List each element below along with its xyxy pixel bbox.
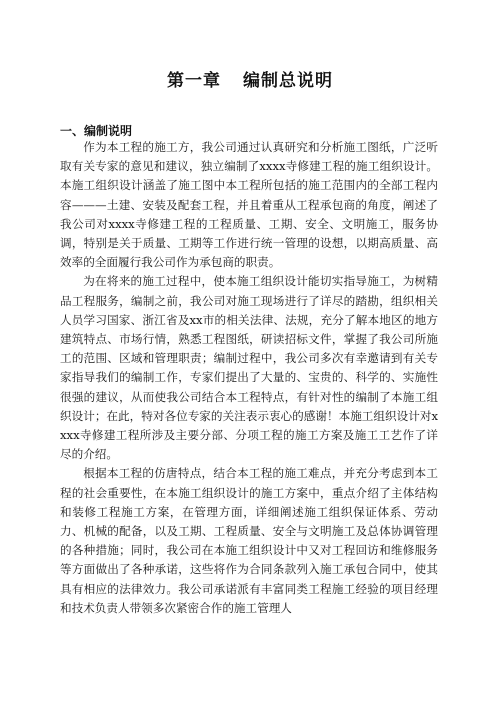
chapter-number: 第一章 <box>167 71 221 91</box>
section-heading: 一、编制说明 <box>60 124 133 138</box>
paragraph-1: 作为本工程的施工方，我公司通过认真研究和分析施工图纸，广泛听取有关专家的意见和建议，独立编制了xxxx寺修建工程的施工组织设计。本施工组织设计涵盖了施工图中本工程所包括的施工范围内的全部工程内容———土建、安装及配套工程，并且着重从工程承包商的角度，阐述了我公司对xxxx寺修建工程的工程质量、工期、安全、文明施工，服务协调，特别是关于质量、工期等工作进行统一管理的设想，以期高质量、高效率的全面履行我公司作为承包商的职责。 <box>60 140 438 270</box>
chapter-title-text: 编制总说明 <box>243 71 333 91</box>
paragraph-2: 为在将来的施工过程中，使本施工组织设计能切实指导施工，为树精品工程服务，编制之前，我公司对施工现场进行了详尽的踏勘，组织相关人员学习国家、浙江省及xx市的相关法律、法规，充分了解本地区的地方建筑特点、市场行情，熟悉工程图纸，研读招标文件，掌握了我公司所施工的范围、区域和管理职责；编制过程中，我公司多次有幸邀请到有关专家指导我们的编制工作，专家们提出了大量的、宝贵的、科学的、实施性很强的建议，从而使我公司结合本工程特点，有针对性的编制了本施工组织设计；在此，特对各位专家的关注表示衷心的感谢！本施工组织设计对xxxx寺修建工程所涉及主要分部、分项工程的施工方案及施工工艺作了详尽的介绍。 <box>60 274 438 462</box>
body-text <box>60 138 438 618</box>
paragraph-3: 根据本工程的仿唐特点，结合本工程的施工难点，并充分考虑到本工程的社会重要性，在本施工组织设计的施工方案中，重点介绍了主体结构和装修工程施工方案，在管理方面，详细阐述施工组织保证体系、劳动力、机械的配备，以及工期、工程质量、安全与文明施工及总体协调管理的各种措施；同时，我公司在本施工组织设计中又对工程回访和维修服务等方面做出了各种承诺，这些将作为合同条款列入施工承包合同中，使其具有相应的法律效力。我公司承诺派有丰富同类工程施工经验的项目经理和技术负责人带领多次紧密合作的施工管理人 <box>60 466 438 615</box>
chapter-title <box>0 66 500 91</box>
